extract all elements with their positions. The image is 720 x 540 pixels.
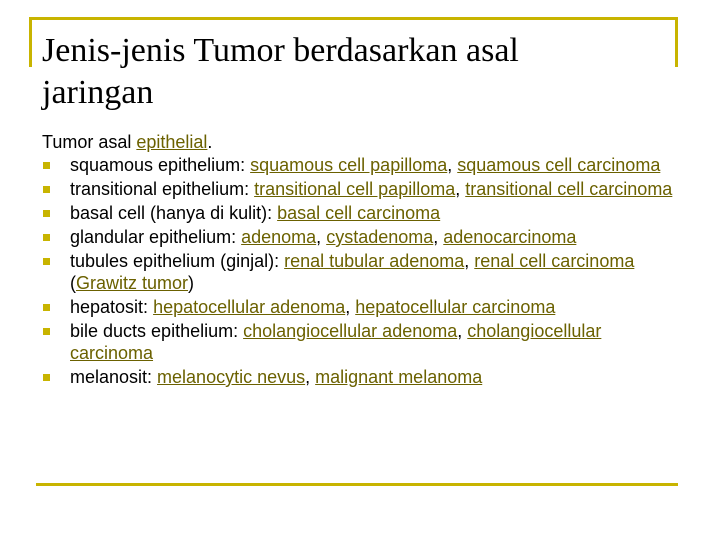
list-item [42, 320, 682, 364]
link-hepatocellular-adenoma[interactable]: hepatocellular adenoma [153, 297, 346, 317]
square-bullet-icon [43, 328, 50, 335]
list-item [42, 366, 682, 388]
separator: ( [70, 273, 76, 293]
square-bullet-icon [43, 234, 50, 241]
list-item [42, 296, 682, 318]
separator: , [455, 179, 466, 199]
item-label: squamous epithelium: [70, 155, 251, 175]
item-label: tubules epithelium (ginjal): [70, 251, 285, 271]
link-cystadenoma[interactable]: cystadenoma [326, 227, 434, 247]
list-item [42, 178, 682, 200]
square-bullet-icon [43, 258, 50, 265]
slide-title-line-2: jaringan [42, 74, 154, 111]
separator: , [433, 227, 444, 247]
slide-title-line-1: Jenis-jenis Tumor berdasarkan asal [42, 32, 519, 69]
square-bullet-icon [43, 374, 50, 381]
link-adenocarcinoma[interactable]: adenocarcinoma [443, 227, 577, 247]
item-label: glandular epithelium: [70, 227, 242, 247]
link-cholangiocellular-carcinoma[interactable]: cholangiocellular carcinoma [70, 321, 602, 363]
link-epithelial[interactable]: epithelial [136, 132, 208, 152]
link-melanocytic-nevus[interactable]: melanocytic nevus [157, 367, 306, 387]
link-basal-cell-carcinoma[interactable]: basal cell carcinoma [277, 203, 441, 223]
link-transitional-cell-carcinoma[interactable]: transitional cell carcinoma [465, 179, 673, 199]
slide-title [42, 30, 662, 114]
intro-line [42, 131, 682, 153]
item-label: transitional epithelium: [70, 179, 255, 199]
separator: , [305, 367, 316, 387]
item-end: ) [188, 273, 195, 293]
square-bullet-icon [43, 210, 50, 217]
item-label: melanosit: [70, 367, 158, 387]
link-renal-cell-carcinoma[interactable]: renal cell carcinoma [474, 251, 635, 271]
list-item [42, 202, 682, 224]
frame-left-bar [29, 17, 32, 67]
square-bullet-icon [43, 304, 50, 311]
list-item [42, 154, 682, 176]
slide-content [42, 131, 682, 390]
separator: , [345, 297, 356, 317]
link-renal-tubular-adenoma[interactable]: renal tubular adenoma [284, 251, 465, 271]
list-item [42, 226, 682, 248]
link-grawitz-tumor[interactable]: Grawitz tumor [76, 273, 189, 293]
link-transitional-cell-papilloma[interactable]: transitional cell papilloma [254, 179, 456, 199]
link-squamous-cell-carcinoma[interactable]: squamous cell carcinoma [457, 155, 661, 175]
tumor-list [42, 154, 682, 388]
intro-end: . [207, 132, 213, 152]
item-label: basal cell (hanya di kulit): [70, 203, 278, 223]
link-hepatocellular-carcinoma[interactable]: hepatocellular carcinoma [355, 297, 556, 317]
link-malignant-melanoma[interactable]: malignant melanoma [315, 367, 483, 387]
frame-right-bar [675, 17, 678, 67]
list-item [42, 250, 682, 294]
link-squamous-cell-papilloma[interactable]: squamous cell papilloma [250, 155, 448, 175]
item-label: hepatosit: [70, 297, 154, 317]
frame-top-bar [29, 17, 678, 20]
separator: , [457, 321, 468, 341]
frame-bottom-bar [36, 483, 678, 486]
link-cholangiocellular-adenoma[interactable]: cholangiocellular adenoma [243, 321, 458, 341]
separator: , [464, 251, 475, 271]
square-bullet-icon [43, 162, 50, 169]
square-bullet-icon [43, 186, 50, 193]
separator: , [447, 155, 458, 175]
item-label: bile ducts epithelium: [70, 321, 244, 341]
separator: , [316, 227, 327, 247]
intro-text: Tumor asal [42, 132, 137, 152]
link-adenoma[interactable]: adenoma [241, 227, 317, 247]
